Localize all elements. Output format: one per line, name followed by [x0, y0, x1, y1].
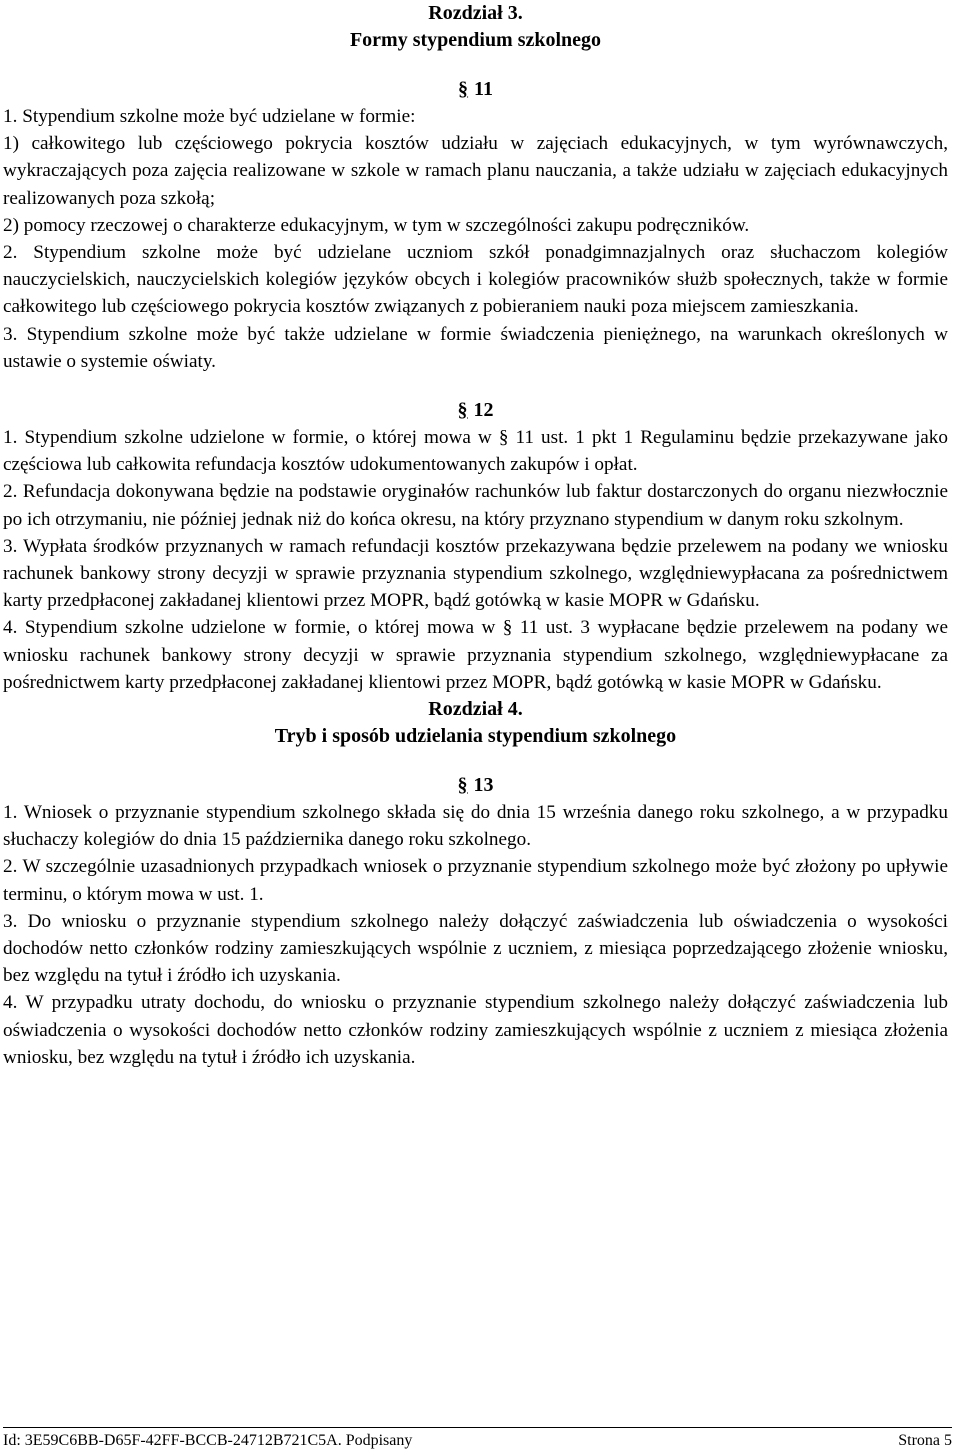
- section-number: 12: [473, 399, 494, 422]
- section-12-para-3: 3. Wypłata środków przyznanych w ramach refundacji kosztów przekazywana będzie przelewem na podany we wniosku rachunek bankowy strony decyzji w sprawie przyznania stypendium szkolnego, względniewypłacana za pośrednictwem karty przedpłaconej zakładanej klientowi przez MOPR, bądź gotówką w kasie MOPR w Gdańsku.: [3, 535, 948, 612]
- section-13-para-2: 2. W szczególnie uzasadnionych przypadkach wniosek o przyznanie stypendium szkolnego może być złożony po upływie terminu, o którym mowa w ust. 1.: [3, 856, 948, 905]
- section-11-para-1-item-1: 1) całkowitego lub częściowego pokrycia kosztów udziału w zajęciach edukacyjnych, w tym wyrównawczych, wykraczających poza zajęcia realizowane w szkole w ramach planu nauczania, a także udziału w zajęciach edukacyjnych realizowanych poza szkołą;: [3, 133, 948, 209]
- chapter-3-number: Rozdział 3.: [428, 2, 523, 24]
- section-number: 11: [474, 78, 493, 100]
- document-id: Id: 3E59C6BB-D65F-42FF-BCCB-24712B721C5A. Podpisany: [3, 1432, 413, 1449]
- chapter-4-number: Rozdział 4.: [428, 698, 523, 721]
- section-12-heading: [3, 397, 948, 424]
- section-13-para-1: 1. Wniosek o przyznanie stypendium szkolnego składa się do dnia 15 września danego roku szkolnego, a w przypadku słuchaczy kolegiów do dnia 15 października danego roku szkolnego.: [3, 802, 948, 851]
- section-13-para-4: 4. W przypadku utraty dochodu, do wniosku o przyznanie stypendium szkolnego należy dołączyć zaświadczenia lub oświadczenia o wysokości dochodów netto członków rodziny zamieszkujących wspólnie z uczniem z miesiąca złożenia wniosku, bez względu na tytuł i źródło ich uzyskania.: [3, 992, 948, 1068]
- section-symbol: §: [457, 399, 468, 422]
- section-11-heading: [3, 76, 948, 103]
- chapter-3-title: Formy stypendium szkolnego: [349, 29, 602, 51]
- page-number: Strona 5: [898, 1432, 952, 1449]
- chapter-4-title: Tryb i sposób udzielania stypendium szkolnego: [274, 725, 677, 748]
- section-symbol: §: [457, 774, 468, 797]
- section-11-para-1-item-2: 2) pomocy rzeczowej o charakterze edukacyjnym, w tym w szczególności zakupu podręczników.: [3, 214, 750, 236]
- section-13-heading: [3, 772, 948, 799]
- section-12-para-2: 2. Refundacja dokonywana będzie na podstawie oryginałów rachunków lub faktur dostarczonych do organu niezwłocznie po ich otrzymaniu, nie później jednak niż do końca okresu, na który przyznano stypendium w danym roku szkolnym.: [3, 481, 948, 530]
- section-12-para-4: 4. Stypendium szkolne udzielone w formie, o której mowa w § 11 ust. 3 wypłacane będzie przelewem na podany we wniosku rachunek bankowy strony decyzji w sprawie przyznania stypendium szkolnego, względniewypłacane za pośrednictwem karty przedpłaconej zakładanej klientowi przez MOPR, bądź gotówką w kasie MOPR w Gdańsku.: [3, 617, 948, 693]
- section-13-para-3: 3. Do wniosku o przyznanie stypendium szkolnego należy dołączyć zaświadczenia lub oświadczenia o wysokości dochodów netto członków rodziny zamieszkujących wspólnie z uczniem, z miesiąca poprzedzającego złożenie wniosku, bez względu na tytuł i źródło ich uzyskania.: [3, 910, 948, 987]
- section-11-para-2: 2. Stypendium szkolne może być udzielane uczniom szkół ponadgimnazjalnych oraz słuchaczom kolegiów nauczycielskich, nauczycielskich kolegiów języków obcych i kolegiów pracowników służb społecznych, także w formie całkowitego lub częściowego pokrycia kosztów związanych z pobieraniem nauki poza miejscem zamieszkania.: [3, 242, 948, 318]
- section-11-para-3: 3. Stypendium szkolne może być także udzielane w formie świadczenia pieniężnego, na warunkach określonych w ustawie o systemie oświaty.: [3, 323, 948, 372]
- section-11-para-1: 1. Stypendium szkolne może być udzielane w formie:: [3, 106, 416, 127]
- section-12-para-1: 1. Stypendium szkolne udzielone w formie, o której mowa w § 11 ust. 1 pkt 1 Regulaminu będzie przekazywane jako częściowa lub całkowita refundacja kosztów udokumentowanych zakupów i opłat.: [3, 427, 948, 476]
- section-symbol: §: [458, 78, 469, 100]
- page-footer: [3, 1427, 952, 1450]
- section-number: 13: [473, 774, 494, 797]
